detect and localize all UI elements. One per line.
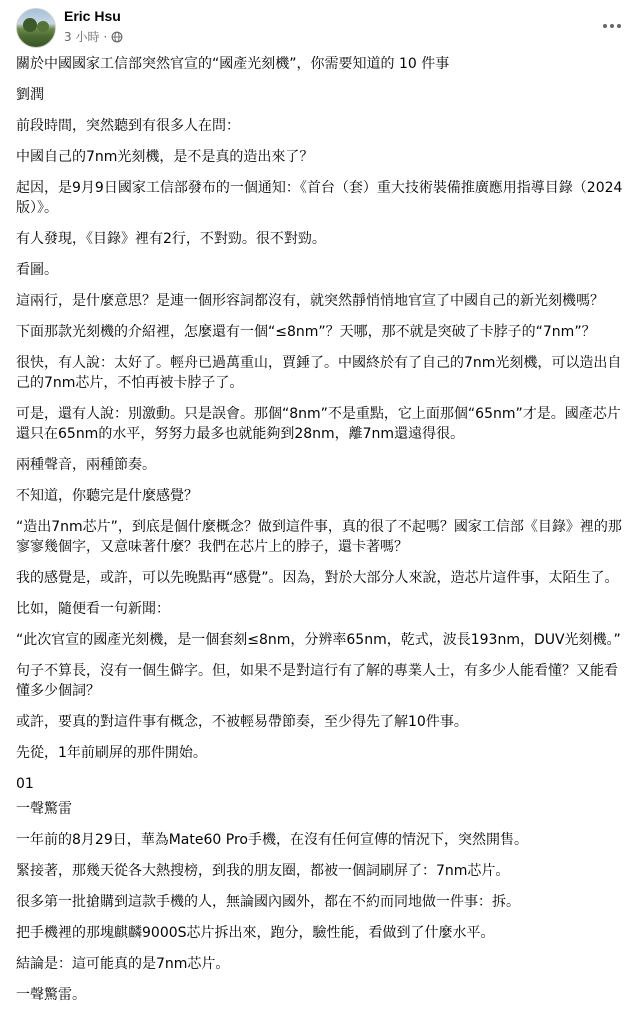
- paragraph: 或許，要真的對這件事有概念，不被輕易帶節奏，至少得先了解10件事。: [16, 714, 468, 730]
- paragraph: 有人發現，《目錄》裡有2行，不對勁。很不對勁。: [16, 231, 326, 247]
- post-byline: 劉潤: [16, 87, 44, 103]
- post-body: [16, 54, 626, 1016]
- post-header: [0, 0, 640, 48]
- meta-separator: ·: [103, 29, 108, 44]
- post-timestamp[interactable]: 3 小時: [64, 30, 100, 44]
- paragraph: 可是，還有人說：別激動。只是誤會。那個“8nm”不是重點，它上面那個“65nm”才是。國產芯片還只在65nm的水平，努努力最多也就能夠到28nm，離7nm還遠得很。: [16, 406, 621, 442]
- paragraph: 把手機裡的那塊麒麟9000S芯片拆出來，跑分，驗性能，看做到了什麼水平。: [16, 925, 495, 941]
- paragraph: 我的感覺是，或許，可以先晚點再“感覺”。因為，對於大部分人來說，造芯片這件事，太陌生了。: [16, 570, 619, 586]
- paragraph: 中國自己的7nm光刻機，是不是真的造出來了？: [16, 149, 314, 165]
- post-title: 關於中國國家工信部突然官宣的“國產光刻機”，你需要知道的 10 件事: [16, 56, 450, 72]
- paragraph: 一年前的8月29日，華為Mate60 Pro手機，在沒有任何宣傳的情況下，突然開售。: [16, 832, 528, 848]
- paragraph: 先從，1年前刷屏的那件開始。: [16, 745, 207, 761]
- paragraph: 很快，有人說：太好了。輕舟已過萬重山，賈錘了。中國終於有了自己的7nm光刻機，可以造出自己的7nm芯片，不怕再被卡脖子了。: [16, 355, 622, 391]
- paragraph: “此次官宣的國產光刻機，是一個套刻≤8nm，分辨率65nm，乾式，波長193nm，DUV光刻機。”: [16, 632, 621, 648]
- paragraph: 一聲驚雷。: [16, 987, 86, 1003]
- paragraph: 這兩行，是什麼意思？是連一個形容詞都沒有，就突然靜悄悄地官宣了中國自己的新光刻機嗎？: [16, 293, 604, 309]
- paragraph: 緊接著，那幾天從各大熱搜榜，到我的朋友圈，都被一個詞刷屏了：7nm芯片。: [16, 863, 510, 879]
- paragraph: 下面那款光刻機的介紹裡，怎麼還有一個“≤8nm”？天哪，那不就是突破了卡脖子的“7nm”？: [16, 324, 596, 340]
- post-meta: [64, 28, 123, 45]
- paragraph: 起因，是9月9日國家工信部發布的一個通知：《首台（套）重大技術裝備推廣應用指導目錄（2024版）》。: [16, 180, 623, 216]
- more-horizontal-icon: [603, 24, 621, 28]
- paragraph: 結論是：這可能真的是7nm芯片。: [16, 956, 230, 972]
- paragraph: 不知道，你聽完是什麼感覺？: [16, 488, 198, 504]
- paragraph: 句子不算長，沒有一個生僻字。但，如果不是對這行有了解的專業人士，有多少人能看懂？又能看懂多少個詞？: [16, 663, 618, 699]
- paragraph: 比如，隨便看一句新聞：: [16, 601, 170, 617]
- paragraph: 前段時間，突然聽到有很多人在問：: [16, 118, 240, 134]
- author-avatar[interactable]: [16, 8, 56, 48]
- more-options-button[interactable]: [598, 12, 626, 40]
- paragraph: “造出7nm芯片”，到底是個什麼概念？做到這件事，真的很了不起嗎？國家工信部《目錄》裡的那寥寥幾個字，又意味著什麼？我們在芯片上的脖子，還卡著嗎？: [16, 519, 622, 555]
- paragraph: 兩種聲音，兩種節奏。: [16, 457, 156, 473]
- section-heading: 一聲驚雷: [16, 801, 72, 817]
- globe-icon: [111, 31, 123, 43]
- author-name[interactable]: Eric Hsu: [64, 8, 121, 24]
- paragraph: 看圖。: [16, 262, 58, 278]
- paragraph: 很多第一批搶購到這款手機的人，無論國內國外，都在不約而同地做一件事：拆。: [16, 894, 520, 910]
- section-number: 01: [16, 776, 34, 792]
